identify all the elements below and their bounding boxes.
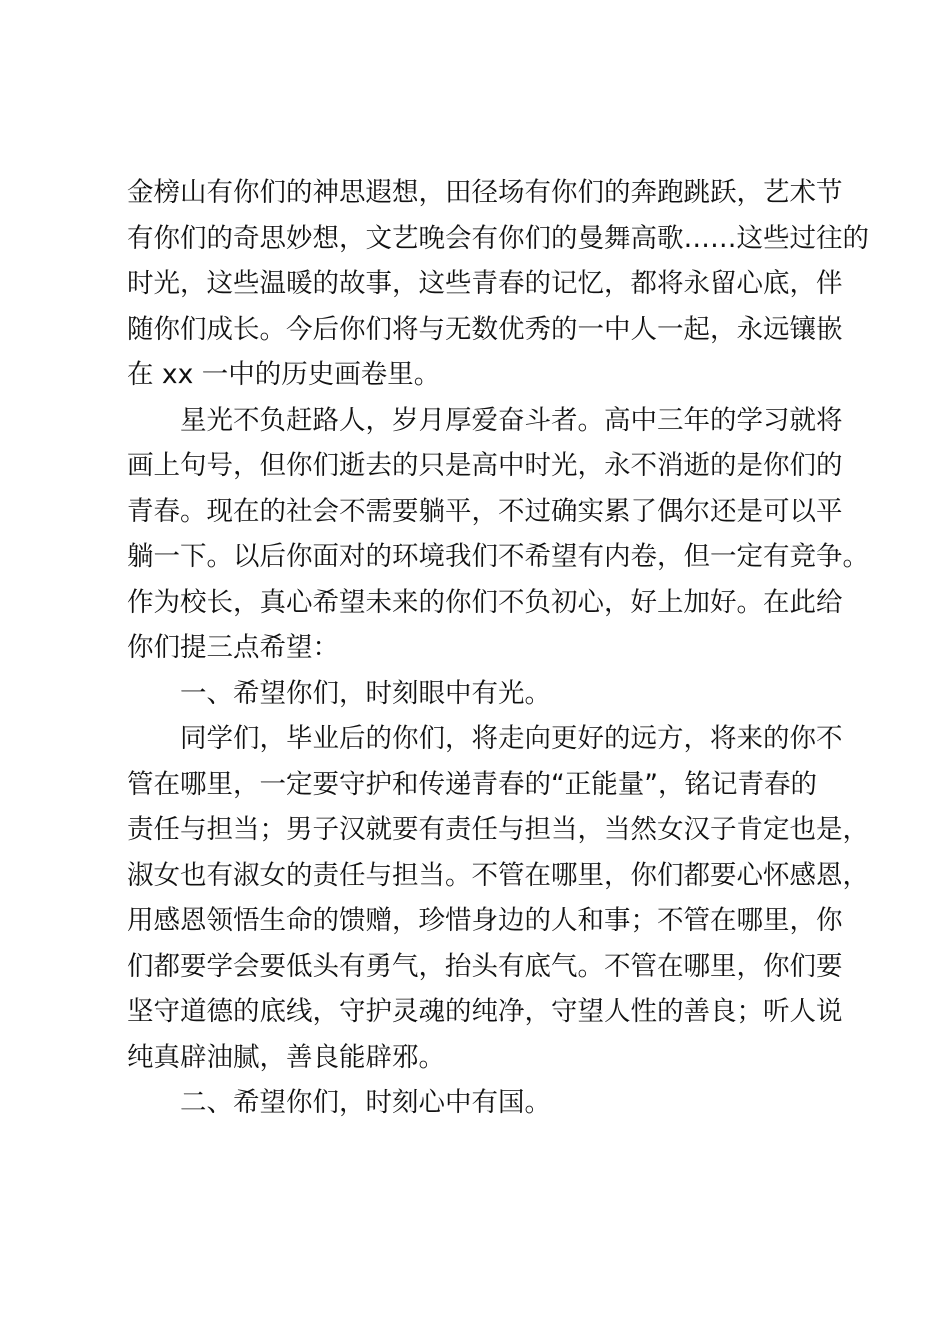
text-line: 随你们成长。今后你们将与无数优秀的一中人一起，永远镶嵌 xyxy=(127,313,843,345)
paragraph xyxy=(127,170,869,398)
text-line: 在 xx 一中的历史画卷里。 xyxy=(127,359,441,390)
text-line: 坚守道德的底线，守护灵魂的纯净，守望人性的善良；听人说 xyxy=(127,996,843,1027)
text-line: 青春。现在的社会不需要躺平，不过确实累了偶尔还是可以平 xyxy=(127,495,843,527)
paragraph xyxy=(127,398,869,671)
text-line: 责任与担当；男子汉就要有责任与担当，当然女汉子肯定也是， xyxy=(127,814,869,845)
text-line: 时光，这些温暖的故事，这些青春的记忆，都将永留心底，伴 xyxy=(127,268,843,299)
heading-text: 一、希望你们，时刻眼中有光。 xyxy=(180,677,551,709)
text-line: 管在哪里，一定要守护和传递青春的“正能量”，铭记青春的 xyxy=(127,768,817,800)
text-line: 你们提三点希望： xyxy=(127,632,339,663)
text-line: 作为校长，真心希望未来的你们不负初心，好上加好。在此给 xyxy=(127,586,843,618)
section-heading xyxy=(127,671,847,717)
section-heading xyxy=(127,1080,847,1126)
text-line: 淑女也有淑女的责任与担当。不管在哪里，你们都要心怀感恩， xyxy=(127,859,869,891)
text-line: 有你们的奇思妙想，文艺晚会有你们的曼舞高歌……这些过往的 xyxy=(127,222,869,254)
text-line: 画上句号，但你们逝去的只是高中时光，永不消逝的是你们的 xyxy=(127,450,843,481)
document-body xyxy=(127,170,869,1126)
text-line: 们都要学会要低头有勇气，抬头有底气。不管在哪里，你们要 xyxy=(127,950,843,982)
text-line: 纯真辟油腻，善良能辟邪。 xyxy=(127,1041,445,1073)
text-line: 用感恩领悟生命的馈赠，珍惜身边的人和事；不管在哪里，你 xyxy=(127,905,843,936)
text-line: 金榜山有你们的神思遐想，田径场有你们的奔跑跳跃，艺术节 xyxy=(127,177,843,208)
text-line: 星光不负赶路人，岁月厚爱奋斗者。高中三年的学习就将 xyxy=(180,404,843,436)
heading-text: 二、希望你们，时刻心中有国。 xyxy=(180,1087,551,1118)
text-line: 躺一下。以后你面对的环境我们不希望有内卷，但一定有竞争。 xyxy=(127,541,869,572)
paragraph xyxy=(127,716,869,1080)
text-line: 同学们，毕业后的你们，将走向更好的远方，将来的你不 xyxy=(180,723,843,754)
